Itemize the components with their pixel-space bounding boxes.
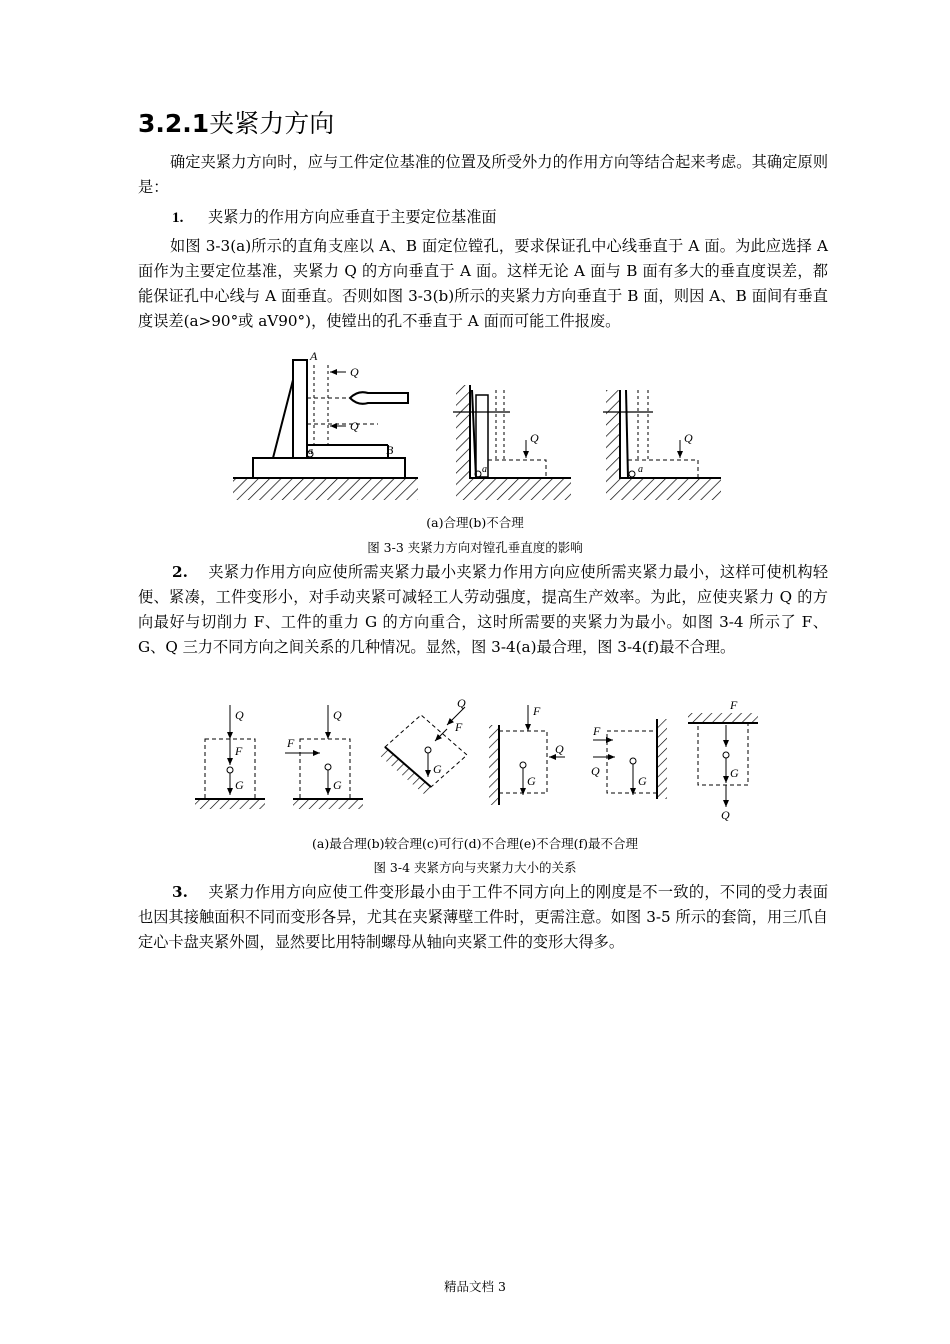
figure-3-4a: [195, 705, 265, 809]
fig33-label-B: B: [386, 443, 394, 457]
principle-1-body: 如图 3-3(a)所示的直角支座以 A、B 面定位镗孔，要求保证孔中心线垂直于 A 面。为此应选择 A 面作为主要定位基准，夹紧力 Q 的方向垂直于 A 面。这样无论 A 面与 B 面有多大的垂直度误差，都能保证孔中心线与 A 面垂直。否则如图 3-3(b)所示的夹紧力方向垂直于 B 面，则因 A、B 面间有垂直度误差(a>90°或 aV90°)，使镗出的孔不垂直于 A 面而可能工件报废。: [138, 237, 828, 330]
fig34b-label-Q: Q: [333, 708, 342, 722]
intro-paragraph: 确定夹紧力方向时，应与工件定位基准的位置及所受外力的作用方向等结合起来考虑。其确定原则是：: [138, 153, 828, 196]
principle-3-paragraph: [138, 880, 828, 955]
figure-3-4: [185, 695, 765, 825]
fig34c-label-Q: Q: [457, 696, 466, 710]
fig34d-label-G: G: [527, 774, 536, 788]
figure-3-4c: [379, 696, 467, 795]
fig34a-label-F: F: [235, 744, 243, 758]
section-heading: [138, 104, 334, 140]
figure-3-3: [228, 350, 728, 510]
fig33c-label-a: a: [638, 464, 643, 475]
fig34e-label-G: G: [638, 774, 647, 788]
fig34e-label-F: F: [593, 724, 601, 738]
fig34b-label-G: G: [333, 778, 342, 792]
fig33-label-A: A: [310, 350, 318, 363]
fig33c-label-Q: Q: [684, 431, 693, 445]
figure-3-3b: [453, 385, 571, 500]
figure-3-3-subcaption: (a)合理(b)不合理: [426, 515, 524, 530]
fig33-label-Q-bottom: Q: [350, 419, 359, 433]
fig34d-label-F: F: [533, 704, 541, 718]
page-footer: 精品文档 3: [444, 1279, 506, 1294]
fig33-label-a: a: [308, 446, 313, 457]
fig34f-label-Q: Q: [721, 808, 730, 822]
figure-3-4b: [285, 705, 363, 809]
figure-3-4e: [591, 719, 667, 799]
fig33b-label-a: a: [482, 464, 487, 475]
figure-3-3c: [603, 390, 721, 500]
principle-3-body: 夹紧力作用方向应使工件变形最小由于工件不同方向上的刚度是不一致的，不同的受力表面也因其接触面积不同而变形各异，尤其在夹紧薄壁工件时，更需注意。如图 3-5 所示的套筒，用三爪自定心卡盘夹紧外圆，显然要比用特制螺母从轴向夹紧工件的变形大得多。: [138, 883, 828, 951]
fig34c-label-G: G: [433, 762, 442, 776]
fig34d-label-Q: Q: [555, 742, 564, 756]
figure-3-3-caption: 图 3-3 夹紧力方向对镗孔垂直度的影响: [367, 540, 583, 555]
figure-3-3a: [233, 350, 418, 500]
fig34a-label-G: G: [235, 778, 244, 792]
principle-2-paragraph: [138, 560, 828, 660]
fig34c-label-F: F: [455, 720, 463, 734]
principle-2-body: 夹紧力作用方向应使所需夹紧力最小夹紧力作用方向应使所需夹紧力最小，这样可使机构轻便、紧凑，工件变形小，对手动夹紧可减轻工人劳动强度，提高生产效率。为此，应使夹紧力 Q 的方向最好与切削力 F、工件的重力 G 的方向重合，这时所需要的夹紧力为最小。如图 3-4 所示了 F、G、Q 三力不同方向之间关系的几种情况。显然，图 3-4(a)最合理，图 3-4(f)最不合理。: [138, 563, 828, 656]
figure-3-4d: [489, 704, 565, 805]
fig34a-label-Q: Q: [235, 708, 244, 722]
fig34f-label-G: G: [730, 766, 739, 780]
figure-3-4f: [688, 698, 758, 822]
principle-2-number: 2.: [172, 563, 188, 581]
fig34f-label-F: F: [730, 698, 738, 712]
fig34e-label-Q: Q: [591, 764, 600, 778]
figure-3-4-caption: 图 3-4 夹紧方向与夹紧力大小的关系: [373, 860, 577, 875]
section-number: 3.2.1: [138, 109, 210, 138]
figure-3-4-subcaption: (a)最合理(b)较合理(c)可行(d)不合理(e)不合理(f)最不合理: [311, 836, 638, 851]
section-title: 夹紧力方向: [209, 109, 335, 138]
fig34b-label-F: F: [287, 736, 295, 750]
principle-3-number: 3.: [172, 883, 188, 901]
principle-1-title: 夹紧力的作用方向应垂直于主要定位基准面: [208, 208, 497, 226]
fig33-label-Q-top: Q: [350, 365, 359, 379]
principle-1-heading: [138, 205, 828, 230]
principle-1-number: 1.: [172, 209, 184, 226]
fig33b-label-Q: Q: [530, 431, 539, 445]
